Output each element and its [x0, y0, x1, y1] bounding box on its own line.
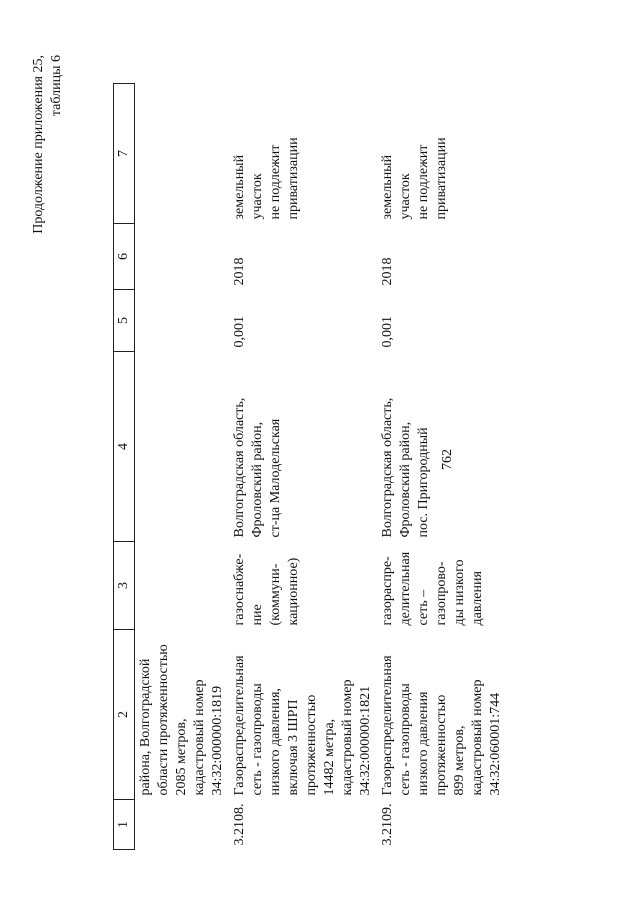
table-row [377, 84, 507, 850]
continuation-line-2: таблицы 6 [49, 55, 64, 117]
column-header-2: 2 [114, 630, 135, 800]
object-purpose: газоснабже- ние (коммуни- кационное) [232, 553, 301, 626]
object-description: Газораспределительная сеть - газопроводы низкого давления протяженностью 899 метров, кадастровый номер 34:32:060001:744 [380, 655, 503, 796]
row-number [135, 800, 230, 850]
page-number-text: 762 [440, 449, 455, 470]
object-area: 0,001 [380, 316, 395, 348]
column-header-3: 3 [114, 542, 135, 630]
object-year [135, 224, 230, 290]
continuation-note [30, 55, 66, 345]
column-header-5: 5 [114, 290, 135, 352]
row-number: 3.2108. [232, 803, 247, 846]
column-header-6: 6 [114, 224, 135, 290]
object-status: земельный участок не подлежит приватизации [380, 137, 449, 220]
column-header-7: 7 [114, 84, 135, 224]
row-number: 3.2109. [380, 803, 395, 846]
object-year: 2018 [380, 257, 395, 286]
object-status [135, 84, 230, 224]
continuation-line-1: Продолжение приложения 25, [31, 55, 46, 234]
table-header-row [114, 84, 135, 850]
object-description: Газораспределительная сеть - газопроводы низкого давления, включая 3 ШРП протяженностью 14482 метра, кадастровый номер 34:32:000000:1821 [232, 655, 373, 796]
object-status: земельный участок не подлежит приватизации [232, 137, 301, 220]
object-location [135, 352, 230, 542]
object-year: 2018 [232, 257, 247, 286]
column-header-4: 4 [114, 352, 135, 542]
object-purpose: газораспре- делительная сеть – газопрово- ды низкого давления [380, 551, 485, 626]
object-location: Волгоградская область, Фроловский район, ст-ца Малодельская [232, 397, 283, 538]
data-table [113, 83, 507, 850]
table-row [229, 84, 377, 850]
object-location: Волгоградская область, Фроловский район, пос. Пригородный [380, 397, 431, 538]
table-row [135, 84, 230, 850]
column-header-1: 1 [114, 800, 135, 850]
object-area: 0,001 [232, 316, 247, 348]
object-description: района, Волгоградской области протяженностью 2085 метров, кадастровый номер 34:32:000000:1819 [138, 644, 225, 796]
object-purpose [135, 542, 230, 630]
object-area [135, 290, 230, 352]
